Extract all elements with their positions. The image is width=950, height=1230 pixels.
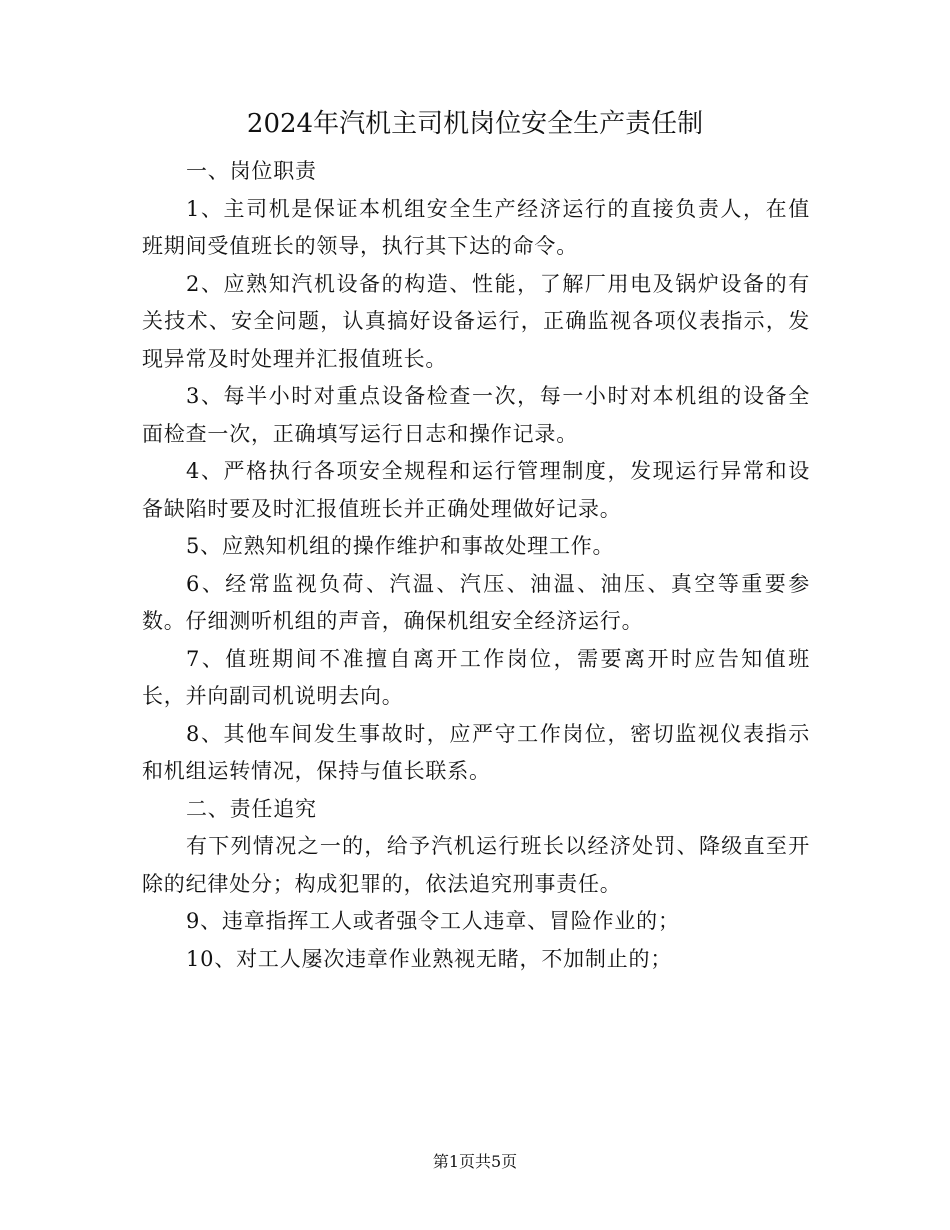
document-body — [142, 153, 810, 978]
page-number-footer: 第1页共5页 — [432, 1152, 518, 1171]
paragraph-item-3: 3、每半小时对重点设备检查一次，每一小时对本机组的设备全面检查一次，正确填写运行日志和操作记录。 — [142, 384, 810, 446]
paragraph-item-1: 1、主司机是保证本机组安全生产经济运行的直接负责人，在值班期间受值班长的领导，执行其下达的命令。 — [142, 196, 810, 258]
paragraph-accountability-intro: 有下列情况之一的，给予汽机运行班长以经济处罚、降级直至开除的纪律处分；构成犯罪的，依法追究刑事责任。 — [142, 834, 810, 896]
paragraph-item-7: 7、值班期间不准擅自离开工作岗位，需要离开时应告知值班长，并向副司机说明去向。 — [142, 646, 810, 708]
paragraph-item-8: 8、其他车间发生事故时，应严守工作岗位，密切监视仪表指示和机组运转情况，保持与值长联系。 — [142, 721, 810, 783]
paragraph-item-6: 6、经常监视负荷、汽温、汽压、油温、油压、真空等重要参数。仔细测听机组的声音，确保机组安全经济运行。 — [142, 571, 810, 633]
paragraph-item-5: 5、应熟知机组的操作维护和事故处理工作。 — [186, 534, 615, 558]
paragraph-item-9: 9、违章指挥工人或者强令工人违章、冒险作业的； — [186, 909, 680, 933]
paragraph-item-10: 10、对工人屡次违章作业熟视无睹，不加制止的； — [186, 946, 673, 971]
section-heading-duties: 一、岗位职责 — [186, 159, 317, 183]
paragraph-item-4: 4、严格执行各项安全规程和运行管理制度，发现运行异常和设备缺陷时要及时汇报值班长并正确处理做好记录。 — [142, 459, 810, 521]
document-title: 2024年汽机主司机岗位安全生产责任制 — [246, 109, 704, 139]
section-heading-accountability: 二、责任追究 — [186, 796, 317, 821]
paragraph-item-2: 2、应熟知汽机设备的构造、性能，了解厂用电及锅炉设备的有关技术、安全问题，认真搞好设备运行，正确监视各项仪表指示，发现异常及时处理并汇报值班长。 — [142, 271, 810, 371]
